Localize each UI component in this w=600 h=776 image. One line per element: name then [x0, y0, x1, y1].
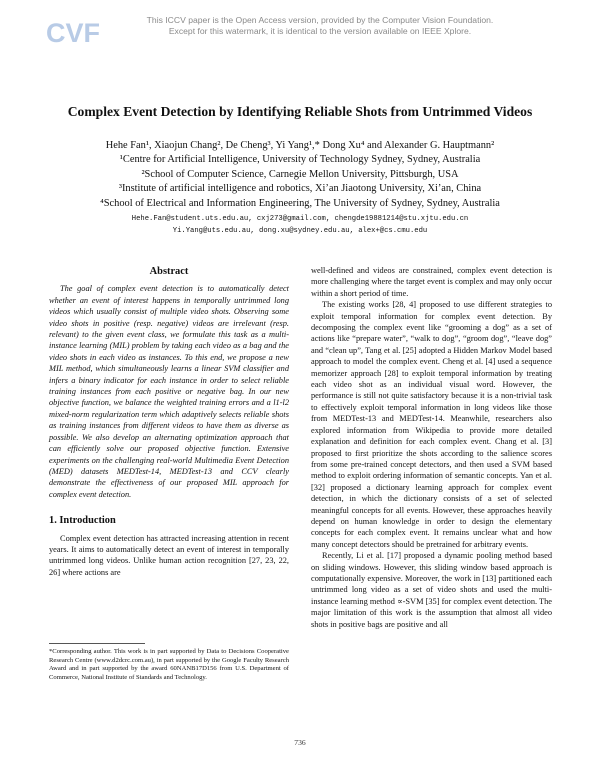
abstract-text: The goal of complex event detection is to automatically detect whether an event of interest happens in temporally untrimmed long videos which usually consist of multiple video shots. Observing some video shots in positive (resp. negative) videos are irrelevant (resp. relevant) to the given event class, we formulate this task as a multi-instance learning (MIL) problem by taking each video as a bag and the video shots in each video as instances. To this end, we propose a new MIL method, which simultaneously learns a linear SVM classifier and infers a binary indicator for each instance in order to select reliable training instances from each positive or negative bag. In our new objective function, we balance the weighted training errors and a l1-l2 mixed-norm regularization term which adaptively selects reliable shots as training instances from different videos to have them as diverse as possible. We also develop an alternating optimization approach that can efficiently solve our proposed objective function. Extensive experiments on the challenging real-world Multimedia Event Detection (MED) datasets MEDTest-14, MEDTest-13 and CCV clearly demonstrate the effectiveness of our proposed MIL approach for complex event detection.	[49, 284, 289, 499]
right-paragraph-0: well-defined and videos are constrained, complex event detection is more challenging where the target event is complex and may only occur within a short period of time.	[311, 266, 552, 298]
left-column	[49, 266, 289, 578]
paper-title: Complex Event Detection by Identifying Reliable Shots from Untrimmed Videos	[67, 104, 533, 119]
email-line-1: Hehe.Fan@student.uts.edu.au, cxj273@gmail.com, chengde19881214@stu.xjtu.edu.cn	[131, 215, 469, 223]
open-access-watermark	[0, 15, 600, 37]
email-line-2: Yi.Yang@uts.edu.au, dong.xu@sydney.edu.au, alex+@cs.cmu.edu	[172, 227, 428, 235]
affiliation-4: ⁴School of Electrical and Information Engineering, The University of Sydney, Sydney, Australia	[100, 197, 500, 209]
affiliation-3: ³Institute of artificial intelligence and robotics, Xi’an Jiaotong University, Xi’an, China	[118, 183, 482, 195]
affiliation-1: ¹Centre for Artificial Intelligence, University of Technology Sydney, Sydney, Australia	[119, 154, 481, 166]
right-paragraph-2: Recently, Li et al. [17] proposed a dynamic pooling method based on sliding windows. However, this sliding window based approach is computationally expensive. Moreover, the work in [13] partitioned each untrimmed long video as a set of video shots and used the multi-instance learning method ∝-SVM [35] for complex event detection. The major limitation of this work is the assumption that almost all video shots in positive bags are positive and all	[311, 551, 552, 629]
page-number: 736	[294, 738, 306, 747]
right-column	[311, 265, 552, 630]
abstract-heading: Abstract	[149, 266, 189, 277]
author-names: Hehe Fan¹, Xiaojun Chang², De Cheng³, Yi Yang¹,* Dong Xu⁴ and Alexander G. Hauptmann²	[105, 140, 495, 151]
svg-text:CVF: CVF	[46, 18, 100, 48]
watermark-line-2: Except for this watermark, it is identical to the version available on IEEE Xplore.	[168, 26, 472, 36]
footnote-divider	[49, 643, 145, 644]
right-paragraph-1: The existing works [28, 4] proposed to use different strategies to exploit temporal information for complex event detection. By decomposing the complex event like “grooming a dog” as a set of actions like “prepare water”, “walk to dog”, “groom dog”, “leave dog” and “clean up”, Tang et al. [25] adopted a Hidden Markov Model based approach to model the complex event. Cheng et al. [4] used a sequence memorizer approach [28] to exploit temporal information by treating each video shot as an individual visual word. However, the performance is still not quite satisfactory because it is a non-trivial task to effectively exploit temporal information in long videos like those from MEDTest-13 and MEDTest-14. Meanwhile, researchers also explored information from Wikipedia to provide more detailed explanation and definition for each complex event. Chang et al. [3] proposed to first prioritize the shots according to the salience scores from some pre-trained concept detectors, and then used a SVM based method to exploit ordering information of semantic concepts. Yan et al. [32] proposed a dictionary learning approach for complex event detection, in which the dictionary consists of a set of selected meaningful concepts for all events. However, these approaches heavily depend on human knowledge in order to design the elementary concepts for each complex event. It remains unclear what and how many concept detectors should be pretrained for arbitrary events.	[311, 300, 552, 549]
author-emails	[20, 213, 580, 237]
intro-paragraph-1: Complex event detection has attracted increasing attention in recent years. It aims to automatically detect an event of interest in temporally untrimmed long videos. Unlike human action recognition [27, 23, 22, 26] where actions are	[49, 533, 289, 577]
section-heading-introduction: 1. Introduction	[49, 515, 116, 527]
watermark-line-1: This ICCV paper is the Open Access version, provided by the Computer Vision Foundation.	[146, 15, 494, 25]
footnote: *Corresponding author. This work is in part supported by Data to Decisions Cooperative Research Centre (www.d2dcrc.com.au), in part supported by the Google Faculty Research Award and in part supported by the award 60NANB17D156 from U.S. Department of Commerce, National Institute of Standards and Technology.	[49, 648, 289, 681]
affiliation-2: ²School of Computer Science, Carnegie Mellon University, Pittsburgh, USA	[141, 168, 459, 180]
author-block	[20, 139, 580, 211]
